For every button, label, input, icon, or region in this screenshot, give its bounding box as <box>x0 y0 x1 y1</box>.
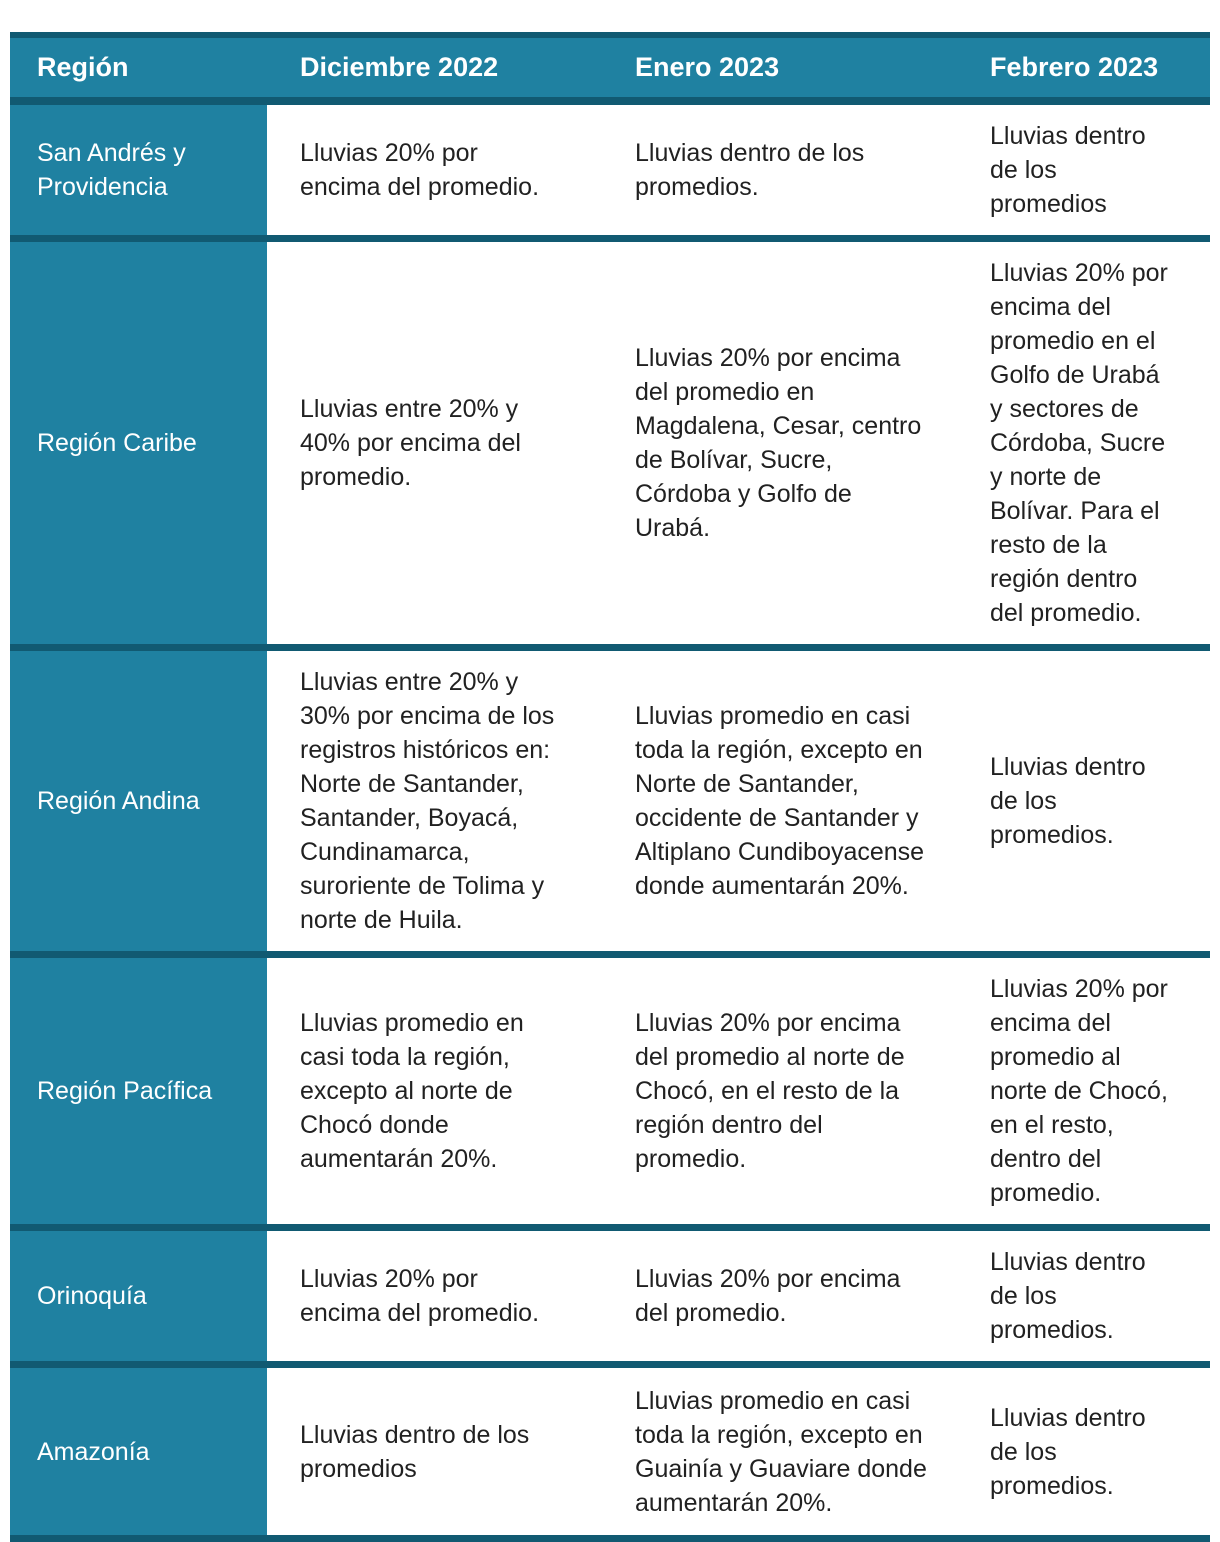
forecast-cell-ene: Lluvias dentro de los promedios. <box>602 101 957 239</box>
forecast-cell-feb: Lluvias dentro de los promedios. <box>957 648 1210 955</box>
table-row-pacifica <box>10 955 1210 1228</box>
forecast-cell-ene: Lluvias 20% por encima del promedio. <box>602 1228 957 1365</box>
column-header-febrero-2023: Febrero 2023 <box>957 35 1210 101</box>
forecast-cell-dec: Lluvias promedio en casi toda la región, excepto al norte de Chocó donde aumentarán 20%. <box>267 955 602 1228</box>
table-row-amazonia <box>10 1365 1210 1539</box>
forecast-cell-ene: Lluvias promedio en casi toda la región, excepto en Guainía y Guaviare donde aumentarán 20%. <box>602 1365 957 1539</box>
rain-forecast-table <box>10 32 1210 1542</box>
region-cell: Amazonía <box>10 1365 267 1539</box>
forecast-cell-dec: Lluvias entre 20% y 30% por encima de los registros históricos en: Norte de Santander, Santander, Boyacá, Cundinamarca, suroriente de Tolima y norte de Huila. <box>267 648 602 955</box>
header-row <box>10 35 1210 101</box>
forecast-cell-feb: Lluvias dentro de los promedios <box>957 101 1210 239</box>
forecast-cell-dec: Lluvias entre 20% y 40% por encima del promedio. <box>267 239 602 648</box>
column-header-region: Región <box>10 35 267 101</box>
region-cell: Región Caribe <box>10 239 267 648</box>
forecast-cell-feb: Lluvias dentro de los promedios. <box>957 1365 1210 1539</box>
forecast-cell-feb: Lluvias dentro de los promedios. <box>957 1228 1210 1365</box>
region-cell: Orinoquía <box>10 1228 267 1365</box>
column-header-enero-2023: Enero 2023 <box>602 35 957 101</box>
table-row-caribe <box>10 239 1210 648</box>
forecast-cell-dec: Lluvias 20% por encima del promedio. <box>267 101 602 239</box>
forecast-cell-ene: Lluvias 20% por encima del promedio al norte de Chocó, en el resto de la región dentro del promedio. <box>602 955 957 1228</box>
region-cell: Región Pacífica <box>10 955 267 1228</box>
forecast-cell-feb: Lluvias 20% por encima del promedio al norte de Chocó, en el resto, dentro del promedio. <box>957 955 1210 1228</box>
column-header-diciembre-2022: Diciembre 2022 <box>267 35 602 101</box>
forecast-cell-feb: Lluvias 20% por encima del promedio en el Golfo de Urabá y sectores de Córdoba, Sucre y norte de Bolívar. Para el resto de la región dentro del promedio. <box>957 239 1210 648</box>
region-cell: Región Andina <box>10 648 267 955</box>
region-cell: San Andrés y Providencia <box>10 101 267 239</box>
table-body <box>10 101 1210 1539</box>
forecast-cell-dec: Lluvias dentro de los promedios <box>267 1365 602 1539</box>
table-header <box>10 35 1210 101</box>
forecast-cell-ene: Lluvias 20% por encima del promedio en Magdalena, Cesar, centro de Bolívar, Sucre, Córdoba y Golfo de Urabá. <box>602 239 957 648</box>
forecast-cell-dec: Lluvias 20% por encima del promedio. <box>267 1228 602 1365</box>
table-row-andina <box>10 648 1210 955</box>
forecast-cell-ene: Lluvias promedio en casi toda la región, excepto en Norte de Santander, occidente de Santander y Altiplano Cundiboyacense donde aumentarán 20%. <box>602 648 957 955</box>
table-row-orinoquia <box>10 1228 1210 1365</box>
table-row-san-andres <box>10 101 1210 239</box>
